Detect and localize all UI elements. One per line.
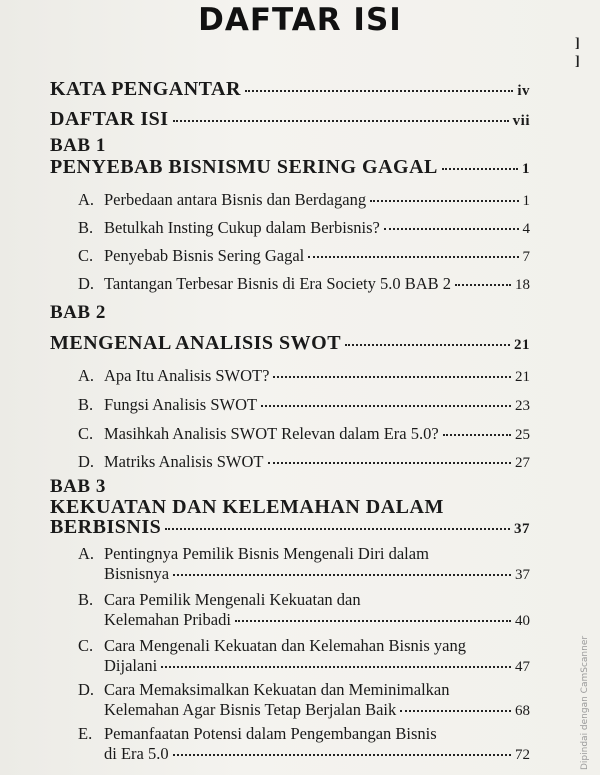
toc-page-number: 37 (514, 521, 530, 537)
toc-entry-label-cont: Kelemahan Pribadi (104, 610, 231, 629)
toc-page-number: 21 (514, 337, 530, 353)
toc-subentry[interactable] (78, 190, 530, 210)
leader-dots (308, 256, 518, 258)
leader-dots (443, 434, 511, 436)
toc-entry-label: MENGENAL ANALISIS SWOT (50, 332, 342, 354)
leader-dots (345, 344, 510, 346)
leader-dots (442, 168, 518, 170)
toc-entry-label-cont: di Era 5.0 (104, 744, 169, 763)
toc-entry-label: A. Apa Itu Analisis SWOT? (78, 366, 270, 385)
leader-dots (261, 405, 511, 407)
leader-dots (455, 284, 511, 286)
toc-entry-label: C. Cara Mengenali Kekuatan dan Kelemahan Bisnis yang (78, 636, 466, 655)
leader-dots (173, 574, 511, 576)
toc-entry-label: BERBISNIS (50, 516, 162, 538)
toc-page-number: 1 (522, 161, 530, 177)
toc-entry-label: KATA PENGANTAR (50, 78, 241, 100)
leader-dots (165, 528, 510, 530)
toc-page-number: 25 (515, 427, 530, 443)
toc-subentry[interactable] (78, 274, 530, 294)
chapter-heading: BAB 2 (50, 302, 106, 323)
leader-dots (235, 620, 511, 622)
toc-chapter-title[interactable] (50, 516, 530, 539)
toc-page-number: 37 (515, 567, 530, 583)
chapter-heading: BAB 1 (50, 135, 106, 156)
leader-dots (273, 376, 511, 378)
toc-entry-daftar-isi[interactable] (50, 108, 530, 131)
margin-bracket-mark: ] (575, 54, 580, 69)
leader-dots (268, 462, 512, 464)
toc-entry-label: A. Pentingnya Pemilik Bisnis Mengenali Diri dalam (78, 544, 429, 563)
toc-page-number: 1 (522, 193, 530, 209)
leader-dots (245, 90, 513, 92)
toc-entry-label: D. Matriks Analisis SWOT (78, 452, 264, 471)
toc-page-number: 21 (515, 369, 530, 385)
leader-dots (173, 754, 511, 756)
toc-entry-label-cont: Dijalani (104, 656, 158, 675)
scanner-watermark: Dipindai dengan CamScanner (580, 635, 590, 770)
toc-chapter-title[interactable] (50, 156, 530, 179)
toc-page-number: 7 (522, 249, 530, 265)
toc-page-number: 23 (515, 398, 530, 414)
toc-entry-label: B. Betulkah Insting Cukup dalam Berbisnis? (78, 218, 380, 237)
toc-subentry[interactable] (78, 590, 530, 631)
toc-page-number: 68 (515, 703, 530, 719)
toc-entry-label: D. Cara Memaksimalkan Kekuatan dan Meminimalkan (78, 680, 450, 699)
toc-subentry[interactable] (78, 680, 530, 721)
toc-subentry[interactable] (78, 218, 530, 238)
margin-bracket-mark: ] (575, 36, 580, 51)
toc-entry-kata-pengantar[interactable] (50, 78, 530, 101)
leader-dots (370, 200, 518, 202)
toc-entry-label: B. Cara Pemilik Mengenali Kekuatan dan (78, 590, 361, 609)
toc-page-number: 27 (515, 455, 530, 471)
toc-entry-label: DAFTAR ISI (50, 108, 169, 130)
toc-page-number: 4 (522, 221, 530, 237)
toc-subentry[interactable] (78, 452, 530, 472)
toc-subentry[interactable] (78, 424, 530, 444)
toc-entry-label: C. Masihkah Analisis SWOT Relevan dalam Era 5.0? (78, 424, 439, 443)
leader-dots (384, 228, 519, 230)
leader-dots (161, 666, 511, 668)
toc-subentry[interactable] (78, 544, 530, 585)
toc-page-number: iv (517, 83, 530, 99)
toc-entry-label: A. Perbedaan antara Bisnis dan Berdagang (78, 190, 367, 209)
chapter-heading: BAB 3 (50, 476, 106, 497)
leader-dots (400, 710, 511, 712)
toc-subentry[interactable] (78, 246, 530, 266)
toc-entry-label: B. Fungsi Analisis SWOT (78, 395, 258, 414)
toc-entry-label-cont: Kelemahan Agar Bisnis Tetap Berjalan Baik (104, 700, 397, 719)
toc-page-number: 18 (515, 277, 530, 293)
toc-entry-label: PENYEBAB BISNISMU SERING GAGAL (50, 156, 438, 178)
toc-chapter-title-line1: KEKUATAN DAN KELEMAHAN DALAM (50, 496, 444, 518)
toc-entry-label-cont: Bisnisnya (104, 564, 170, 583)
page-title: DAFTAR ISI (198, 2, 402, 38)
toc-page-number: vii (512, 113, 530, 129)
toc-chapter-title[interactable] (50, 332, 530, 355)
toc-page-number: 72 (515, 747, 530, 763)
toc-subentry[interactable] (78, 724, 530, 765)
toc-subentry[interactable] (78, 636, 530, 677)
leader-dots (173, 120, 509, 122)
toc-subentry[interactable] (78, 395, 530, 415)
toc-page-number: 47 (515, 659, 530, 675)
toc-entry-label: D. Tantangan Terbesar Bisnis di Era Society 5.0 BAB 2 (78, 274, 452, 293)
toc-page-number: 40 (515, 613, 530, 629)
toc-entry-label: E. Pemanfaatan Potensi dalam Pengembangan Bisnis (78, 724, 437, 743)
toc-entry-label: C. Penyebab Bisnis Sering Gagal (78, 246, 305, 265)
toc-subentry[interactable] (78, 366, 530, 386)
